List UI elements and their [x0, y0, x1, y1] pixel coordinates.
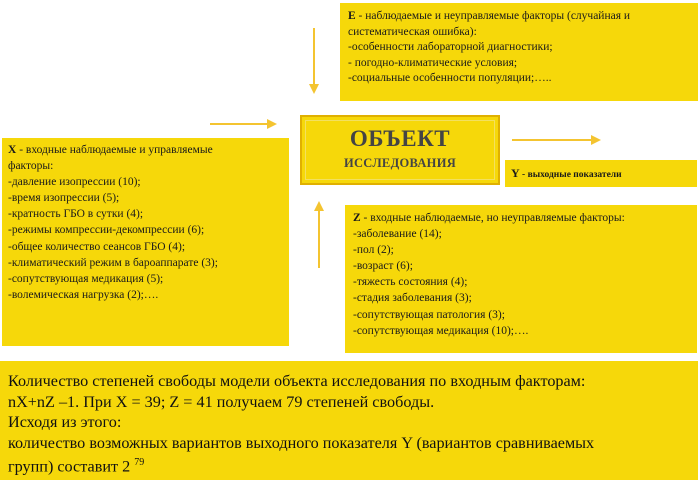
x-line: -сопутствующая медикация (5); [8, 272, 164, 285]
x-line: -общее количество сеансов ГБО (4); [8, 240, 186, 253]
z-line: -стадия заболевания (3); [353, 292, 472, 305]
x-line: факторы: [8, 160, 54, 173]
note-line: групп) составит 2 [8, 457, 135, 476]
z-line: -возраст (6); [353, 260, 413, 273]
y-label: - выходные показатели [519, 170, 622, 180]
arrow-x-to-object [210, 119, 277, 129]
e-line: -особенности лабораторной диагностики; [348, 41, 553, 54]
x-line: -волемическая нагрузка (2);…. [8, 288, 159, 301]
z-line: -пол (2); [353, 244, 394, 257]
x-line: -режимы компрессии-декомпрессии (6); [8, 224, 205, 237]
note-line: nX+nZ –1. При X = 39; Z = 41 получаем 79 степеней свободы. [8, 392, 435, 411]
z-line: -заболевание (14); [353, 228, 442, 241]
e-line: - наблюдаемые и неуправляемые факторы (случайная и [355, 10, 631, 22]
note-line: количество возможных вариантов выходного показателя Y (вариантов сравниваемых [8, 433, 595, 452]
x-line: -время изопрессии (5); [8, 192, 120, 205]
z-line: -сопутствующая патология (3); [353, 308, 505, 321]
x-line: -климатический режим в бароаппарате (3); [8, 256, 218, 269]
note-line: Количество степеней свободы модели объекта исследования по входным факторам: [8, 372, 586, 390]
e-line: - погодно-климатические условия; [348, 56, 518, 69]
arrow-object-to-y [512, 135, 601, 145]
note-exponent: 79 [134, 457, 145, 469]
z-line: -тяжесть состояния (4); [353, 276, 468, 289]
e-letter: E [348, 10, 356, 22]
e-line: -социальные особенности популяции;….. [348, 72, 552, 85]
z-line: - входные наблюдаемые, но неуправляемые факторы: [360, 212, 625, 224]
z-letter: Z [353, 212, 361, 224]
arrow-z-to-object [314, 201, 324, 268]
arrow-e-to-object [309, 28, 319, 94]
x-line: -давление изопрессии (10); [8, 176, 141, 189]
x-line: -кратность ГБО в сутки (4); [8, 208, 144, 221]
y-letter: Y [511, 166, 520, 180]
z-line: -сопутствующая медикация (10);…. [353, 324, 529, 337]
x-line: - входные наблюдаемые и управляемые [16, 144, 213, 156]
x-letter: X [8, 144, 17, 156]
note-line: Исходя из этого: [8, 413, 122, 432]
object-subtitle: ИССЛЕДОВАНИЯ [343, 156, 457, 170]
object-title: ОБЪЕКТ [349, 126, 451, 151]
e-line: систематическая ошибка): [348, 25, 477, 38]
